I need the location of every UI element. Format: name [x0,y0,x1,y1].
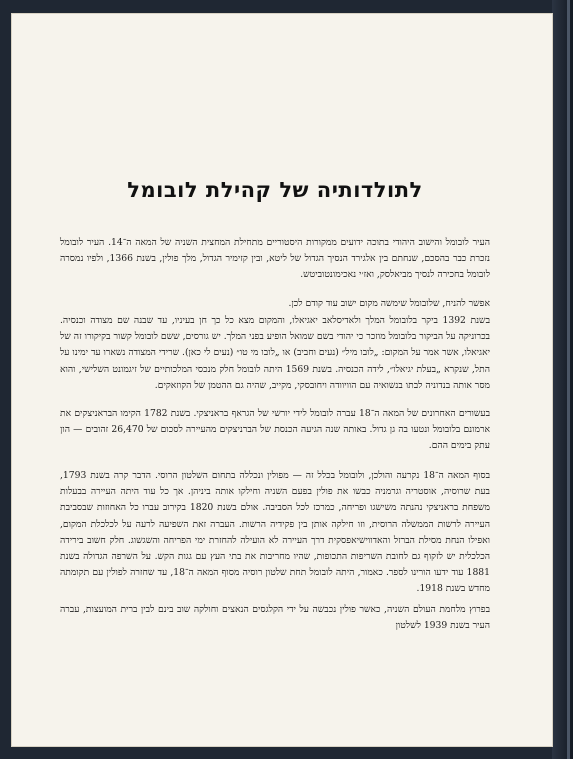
paragraph: בפרוץ מלחמת העולם השניה, כאשר פולין נכבשה על ידי הקלגסים הנאצים וחולקה שוב בינם לבין ברית המועצות, עברה העיר בשנת 1939 לשלטון [60,604,490,632]
spine-stripe [567,0,570,759]
paragraph: אפשר להניח, שלובומל שימשה מקום ישוב עוד קודם לכן. [288,298,490,309]
paragraph: בעשורים האחרונים של המאה ה־18 עברה לובומל לידי יורשי של הגראף בראניצקי. בשנת 1782 הקימו הבראניצקים את ארמונם בלובומל ונטעו בה גן גדול. באותה שנה הגיעה הכנסת של הברניצקים מהעיירה לסכום של 26,470 זהובים — הון עתק בימים ההם. [60,408,491,452]
paragraph: העיר לובומל והישוב היהודי בתוכה ידועים ממקורות היסטוריים מתחילת המחצית השניה של המאה ה־14. העיר לובומל נזכרת כבר בהסכם, שנחתם בין אלגירד הנסיך הגדול של ליטא, ובין קזימיר הגדול, מלך פולין, בשנת 1366, ולפיו נמסרה לובומל בחכירה לנסיך מביאלסק, ואז׳י נאכימונטוביטש. [60,237,491,281]
book-spine [552,0,573,759]
page-title: לתולדותיה של קהילת לובומל [127,178,423,202]
paragraph: בשנת 1392 ביקר בלובומל המלך ולאדיסלאב יאגיאלו, והמקום מצא כל כך חן בעיניו, עד שבנה שם מצודה וכנסיה. בכרוניקה על הביקור בלובומל מוזכר כי יהודי בשם שמואל הופיע בפני המלך. יש גורסים, ששם לובומל קשור בקיקורו זה של יאגיאלו, אשר אמר על המקום: „לובו מיל״ (נעים וחביב) או „לובו מי טו״ (נעים לי כאן). שרידי המצודה נשארו עד ימינו על התל, שנקרא „בעלת יגיאלו״, לידה הכנסיה. בשנת 1569 היתה לובומל חלק מנכסי המלכותיים של זיגמונט השלישי, והוא מסר אותה בנדוניה לבתו בנשואיה עם הוויוודה ויחובסקי, מקייב, שהיה גם ההטמן של הקוזאקים. [60,315,490,391]
paragraph: בסוף המאה ה־18 נקרעה והולכן, ולובומל בכלל זה — מפולין ונכללה בתחום השלטון הרוסי. הדבר קרה בשנת 1793, בעת שרוסיה, אוסטריה וגרמניה כבשו את פולין בפעם השניה וחילקו אותה ביניהן. אך כל עוד היתה העיירה בבעלות משפחת בראניצקי נהנתה משישגו ופריחה, כמרכז לכל הסביבה. אולם בשנת 1820 בקירוב עברו כל האחוזות שבסביבת העיירה לרשות הממשלה הרוסית, וזו חילקה אותן בין פקידיה הרשות. העברה זאת השפיעה לרעה על לכלכלת המקום, ואפילו הנחת מסילת הברזל והאדווישיאפסקית דרך העיירה לא הועילה להחזרת ימי הפריחה והשגשוג. חלק חשוב בירידה הכלכלית יש לזקוף גם לחובת השריפות התכופות, שהיו מחריבות את בתי העץ עם גגות הקש. על השרפה הגדולה בשנת 1881 עוד ידעו הורינו לספר. כאמור, היתה לובומל תחת שלטון רוסיה מסוף המאה ה־18, עד שחזרה לפולין עם תקומתה מחדש בשנת 1918. [60,470,490,595]
